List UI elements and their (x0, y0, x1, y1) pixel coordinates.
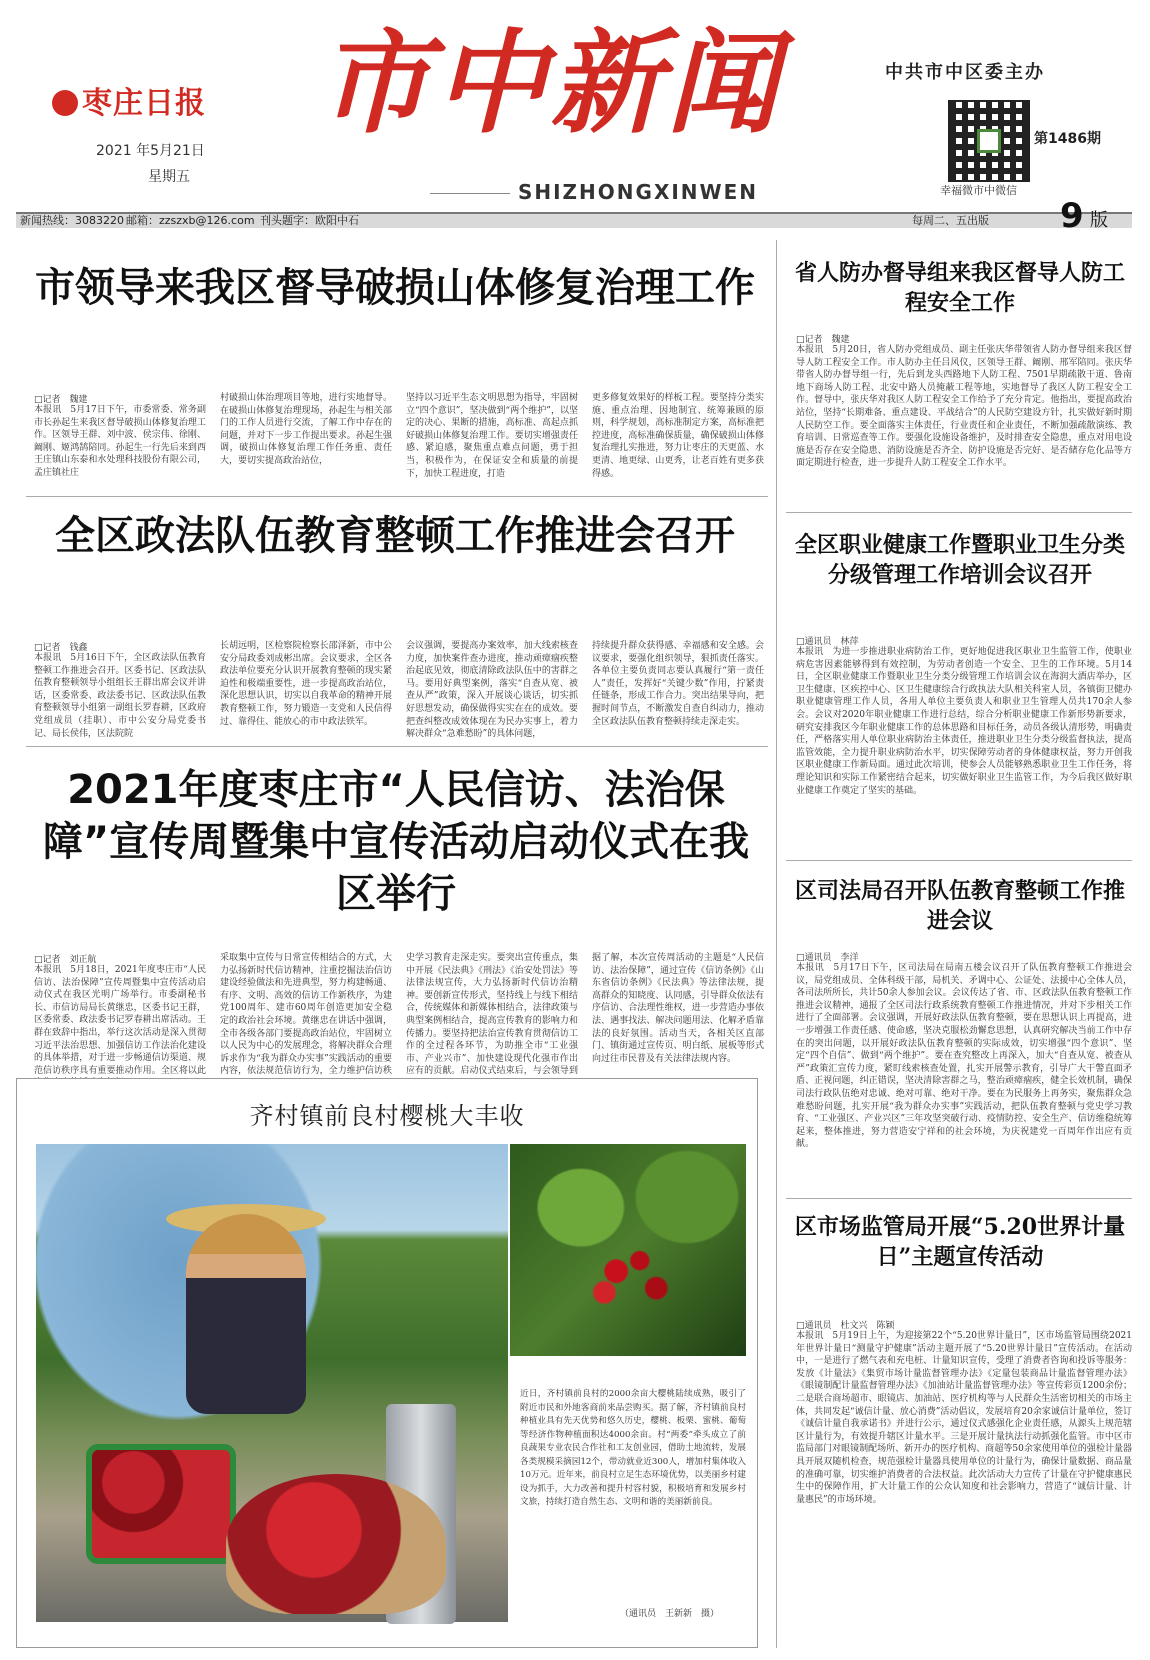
article-s4-text: 本报讯 5月19日上午，为迎接第22个“5.20世界计量日”，区市场监管局围绕2021年世界计量日“测量守护健康”活动主题开展了“5.20世界计量日”宣传活动。在活动中，一是进行了燃气表和充电桩、计量知识宣传，受理了消费者咨询和投诉等服务：发放《计量法》《集贸市场计量监督管理办法》《定量包装商品计量监督管理办法》《眼镜制配计量监督管理办法》《加油站计量监督管理办法》等宣传彩页1200余份；二是联合商场超市、眼镜店、加油站、医疗机构等与人民群众生活密切相关的市场主体，共同发起“诚信计量、放心消费”活动倡议，发展培育20余家诚信计量单位，签订《诚信计量自我承诺书》并进行公示，通过仪式感强化企业责任感，从源头上规范辖区计量行为，有效提升辖区计量水平。三是开展计量执法行动抓强化监管。市中区市监局部门对眼镜制配场所、新开办的医疗机构、商超等50余家使用单位的强检计量器具开展双随机检查，规范强检计量器具使用单位的计量行为，确保计量数据、商品量的准确可靠，切实维护消费者的合法权益。此次活动大力宣传了计量在守护健康惠民生中的保障作用，扩大计量工作的公众认知度和社会影响力，营造了“诚信计量、计量惠民”的市场环境。 (796, 1331, 1132, 1505)
article-a3-col-4: 据了解，本次宣传周活动的主题是“人民信访、法治保障”，通过宣传《信访条例》《山东省信访条例》《民法典》等法律法规，提高群众的知晓度、认同感，引导群众依法有序信访、合法理性维权，进一步营造办事依法、遇事找法、解决问题用法、化解矛盾靠法的良好氛围。活动当天，各相关区直部门、镇街通过宣传页、明白纸、展板等形式向过往市民普及有关法律法规内容。 (592, 953, 764, 1064)
byline-a3: □记者 刘正航 (34, 955, 97, 965)
byline-s1: □记者 魏建 (796, 335, 850, 345)
article-a2-col-1: 本报讯 5月16日下午，全区政法队伍教育整顿工作推进会召开。区委书记、区政法队伍教育整顿领导小组组长王群出席会议并讲话，区委常委、政法委书记、区政法队伍教育整顿领导小组第一副组长罗春耕，区政府党组成员（挂职）、市中公安分局党委书记、局长侯伟，区法院院 (34, 653, 206, 739)
issue-date: 2021 年5月21日 (96, 143, 205, 159)
qr-logo-icon (977, 129, 1001, 153)
side-divider (786, 512, 1132, 513)
newspaper-title: 市中新闻 (318, 18, 782, 149)
page-unit: 版 (1090, 210, 1108, 231)
section-divider (26, 746, 768, 747)
headline-a2[interactable]: 全区政法队伍教育整顿工作推进会召开 (55, 513, 735, 559)
cherry-basket-woven (226, 1474, 446, 1614)
headline-s3[interactable]: 区司法局召开队伍教育整顿工作推进会议 (794, 878, 1125, 934)
paper-logo (52, 78, 206, 122)
article-a1-col-3: 坚持以习近平生态文明思想为指导，牢固树立“四个意识”，坚决做到“两个维护”，以坚定的决心、果断的措施，高标准、高起点抓好破损山体修复治理工作。要切实增强责任感、紧迫感，聚焦重点难点问题，勇于担当，积极作为，在保证安全和质量的前提下，加快工程进度，打造 (406, 393, 578, 479)
sponsor: 中共市中区委主办 (885, 62, 1045, 83)
issue-weekday: 星期五 (148, 169, 190, 185)
headline-s2[interactable]: 全区职业健康工作暨职业卫生分类分级管理工作培训会议召开 (794, 532, 1125, 588)
article-a2-col-2: 长胡远明，区检察院检察长邵泽新，市中公安分局政委刘成彬出席。会议要求，全区各政法单位要充分认识开展教育整顿的现实紧迫性和极端重要性，进一步提高政治站位，深化思想认识，切实以自我革命的精神开展教育整顿工作，努力锻造一支党和人民信得过、靠得住、能放心的市中政法铁军。 (220, 641, 392, 727)
qr-code-icon[interactable] (948, 100, 1030, 182)
publish-schedule: 每周二、五出版 (912, 214, 989, 227)
issue-number: 第1486期 (1034, 131, 1101, 147)
article-a3-col-2: 采取集中宣传与日常宣传相结合的方式，大力弘扬新时代信访精神，注重挖掘法治信访建设经验做法和先进典型，努力构建畅通、有序、文明、高效的信访工作新秩序，为建党100周年、建市60周年创造更加安全稳定的政治社会环境。黄继忠在讲话中强调，全市各级各部门要提高政治站位，牢固树立以人民为中心的发展理念，将解决群众合理诉求作为“我为群众办实事”实践活动的重要内容，依法规范信访行为，全力维护信访秩 (220, 953, 392, 1077)
article-a1-col-1: 本报讯 5月17日下午，市委常委、常务副市长孙起生来我区督导破损山体修复治理工作。区领导王群、刘中波、侯宗伟、徐刚、阚刚、姬鸿鹄陪同。孙起生一行先后来到西王庄镇山东泰和水处理科技股份有限公司，孟庄镇社庄 (34, 405, 206, 478)
email[interactable]: 邮箱：zzszxb@126.com (126, 214, 255, 227)
cherry-farmer-photo[interactable] (36, 1144, 508, 1622)
cherry-basket-green (86, 1444, 236, 1564)
article-s3-text: 本报讯 5月17日下午，区司法局在局南五楼会议召开了队伍教育整顿工作推进会议，局党组成员、全体科级干部，局机关、矛调中心、公证处、法援中心全体人员，各司法所所长，共计50余人参加会议。会议传达了省、市、区政法队伍教育整顿工作推进会议精神，通报了全区司法行政系统教育整顿工作推进情况，并对下步相关工作进行了全面部署。会议强调，开展好政法队伍教育整顿，要在思想认识上再提高，进一步增强工作责任感、使命感，坚决克服松劲懈怠思想，认真研究解决当前工作中存在的突出问题，以开展好政法队伍教育整顿的实际成效，切实增强“四个意识”、坚定“四个自信”、做到“两个维护”。要在查究整改上再深入，加大“自查从宽、被查从严”政策汇宣传力度，紧盯线索核查处置，扎实开展警示教育，引导广大干警直面矛盾、正视问题，纠正错误，坚决清除害群之马，整治顽瘴痼疾，健全长效机制，确保司法行政队伍绝对忠诚、绝对可靠、绝对干净。要在为民服务上再务实，聚焦群众急难愁盼问题，扎实开展“我为群众办实事”实践活动，把队伍教育整顿与党史学习教育、“工业强区、产业兴区”三年攻坚突破行动、疫情防控、安全生产、信访维稳统筹起来，整体推进，努力营造安宁祥和的社会环境，为庆祝建党一百周年作出应有贡献。 (796, 963, 1132, 1150)
cherries-closeup-photo[interactable] (510, 1144, 746, 1356)
pinyin-rule-left (430, 193, 510, 194)
column-divider (776, 240, 777, 1648)
headline-s4[interactable]: 区市场监管局开展“5.20世界计量日”主题宣传活动 (794, 1214, 1126, 1270)
headline-s1[interactable]: 省人防办督导组来我区督导人防工程安全工作 (794, 260, 1125, 316)
byline-s3: □通讯员 李洋 (796, 953, 859, 963)
byline-s4: □通讯员 杜文兴 陈颖 (796, 1321, 895, 1331)
pinyin-text: SHIZHONGXINWEN (517, 180, 759, 204)
article-s1-text: 本报讯 5月20日，省人防办党组成员、副主任张庆华带领省人防办督导组来我区督导人防工程安全工作。市人防办主任吕风仪，区领导王群、阚刚、邢军陪同。张庆华带省人防办督导组一行，先后到龙头西路地下人防工程、7501早期疏散干道、鲁南地下商场人防工程、北安中路人员掩蔽工程等地，实地督导了我区人防工程安全工作。督导中，张庆华对我区人防工程安全工作给予了充分肯定。他指出，要提高政治站位，坚持“长期难备、重点建设、平战结合”的人民防空建设方针，扎实做好新时期人民防空工作。要全面落实主体责任，行业责任和企业责任，不断加强疏散演练、教育培训、日常巡查等工作。要强化设施设备维护，及时排查安全隐患，重点对用电设施是否存在安全隐患、消防设施是否齐全、防护设施是否完好、是否储存危化品等方面定期进行检查，进一步提升人防工程安全工作水平。 (796, 345, 1132, 469)
article-s2-text: 本报讯 为进一步推进职业病防治工作，更好地促进我区职业卫生监管工作，使职业病危害因素能够得到有效控制，为劳动者创造一个安全、卫生的工作环境。5月14日，全区职业健康工作暨职业卫生分类分级管理工作培训会议在海润大酒店举办，区卫生健康、区疾控中心、区卫生健康综合行政执法大队相关科室人员，各镇街卫健办职业健康管理工作人员，各用人单位主要负责人和职业卫生管理人员共170余人参会。会议对2020年职业健康工作进行总结，综合分析职业健康工作新形势新要求，研究安排我区今年职业健康工作的总体思路和目标任务，动员各级认清形势，明确责任，严格落实用人单位职业病防治主体责任，推进职业卫生分类分级监督执法，提高监管效能，全力提升职业病防治水平，切实保障劳动者的身体健康权益，努力开创我区职业健康工作新局面。通过此次培训，使参会人员能够熟悉职业卫生工作任务，将理论知识和实际工作紧密结合起来，切实做好职业卫生监管工作，为今后我区做好职业健康工作奠定了坚实的基础。 (796, 647, 1132, 796)
article-a3-col-3: 史学习教育走深走实。要突出宣传重点，集中开展《民法典》《刑法》《治安处罚法》等法律法规宣传，大力弘扬新时代信访治精神。要创新宣传形式，坚持线上与线下相结合，传统媒体和新媒体相结合，法律政策与典型案例相结合，提高宣传教育的影响力和传播力。要坚持把法治宣传教育贯彻信访工作的全过程各环节，为助推全市“工业强市、产业兴市”、加快建设现代化强市作出应有的贡献。启动仪式结束后，与会领导到 (406, 953, 578, 1077)
side-divider (786, 860, 1132, 861)
paper-logo-icon (52, 90, 78, 116)
newspaper-pinyin (380, 180, 800, 204)
byline-a1: □记者 魏建 (34, 395, 88, 405)
byline-s2: □通讯员 林萍 (796, 637, 859, 647)
article-a1-col-4: 更多修复效果好的样板工程。要坚持分类实施、重点治理、因地制宜、统筹兼顾的原则，科学规划，高标准制定方案，高标准把控进度，高标准确保质量，确保破损山体修复治理扎实推进，努力让枣庄的天更蓝、水更清、地更绿、山更秀，让老百姓有更多获得感。 (592, 393, 764, 479)
page-number: 9 (1060, 196, 1084, 236)
article-a2-col-4: 持续提升群众获得感、幸福感和安全感。会议要求，要强化组织领导，狠抓责任落实。各单位主要负责同志要认真履行“第一责任人”责任，发挥好“关键少数”作用，拧紧责任链条，形成工作合力。突出结果导向，把握时间节点，不断激发自查自纠动力，推动全区政法队伍教育整顿持续走深走实。 (592, 641, 764, 727)
byline-a2: □记者 钱鑫 (34, 643, 88, 653)
info-bar (16, 212, 1132, 228)
qr-caption: 幸福微市中微信 (940, 184, 1017, 197)
photo-credit: （通讯员 王新新 摄） (620, 1609, 720, 1619)
headline-a3[interactable]: 2021年度枣庄市“人民信访、法治保障”宣传周暨集中宣传活动启动仪式在我区举行 (42, 767, 750, 917)
headline-a1[interactable]: 市领导来我区督导破损山体修复治理工作 (35, 265, 755, 311)
side-divider (786, 1198, 1132, 1199)
hotline: 新闻热线：3083220 (20, 214, 124, 227)
title-credit: 刊头题字：欧阳中石 (260, 214, 359, 227)
photo-caption: 近日，齐村镇前良村的2000余亩大樱桃陆续成熟，吸引了附近市民和外地客商前来品尝购买。据了解，齐村镇前良村种植业具有先天优势和悠久历史，樱桃、板栗、蜜桃、葡萄等经济作物种植面积达4000余亩。村“两委”牵头成立了前良蔬果专业农民合作社和工友创业园，借助土地流转，发展各类规模采摘园12个，带动就业近300人，增加村集体收入10万元。近年来，前良村立足生态环境优势，以美丽乡村建设为抓手，大力改善和提升村容村貌，积极培育和发展乡村文旅，持续打造自然生态、文明和谐的美丽新前良。 (520, 1389, 746, 1507)
farmer-figure (186, 1214, 306, 1414)
article-a3-col-1: 本报讯 5月18日，2021年度枣庄市“人民信访、法治保障”宣传周暨集中宣传活动启动仪式在我区光明广场举行。市委副秘书长、市信访局局长黄继忠，区委书记王群，区委常委、政法委书记罗春耕出席活动。王群在致辞中指出，举行这次活动是深入贯彻习近平法治思想、加强信访工作法治化建设的具体举措，对于进一步畅通信访渠道、规范信访秩序具有重要推动作用。全区将以此 (34, 965, 206, 1076)
paper-logo-text: 枣庄日报 (82, 86, 206, 121)
article-a1-col-2: 村破损山体治理项目等地，进行实地督导。在破损山体修复治理现场，孙起生与相关部门的工作人员进行交流，了解工作中存在的问题，并对下一步工作提出要求。孙起生强调，破损山体修复治理工作任务重、责任大，要切实提高政治站位， (220, 393, 392, 466)
photo-story-title[interactable]: 齐村镇前良村樱桃大丰收 (249, 1102, 525, 1130)
section-divider (26, 496, 768, 497)
article-a2-col-3: 会议强调，要提高办案效率，加大线索核查力度，加快案件查办进度，推动顽瘴痼疾整治起底见效，彻底清除政法队伍中的害群之马。要用好典型案例，落实“自查从宽、被查从严”政策，深入开展谈心谈话，切实抓好思想发动，确保做得实实在在的成效。要把查纠整改成效体现在为民办实事上，着力解决群众“急难愁盼”的具体问题， (406, 641, 578, 740)
